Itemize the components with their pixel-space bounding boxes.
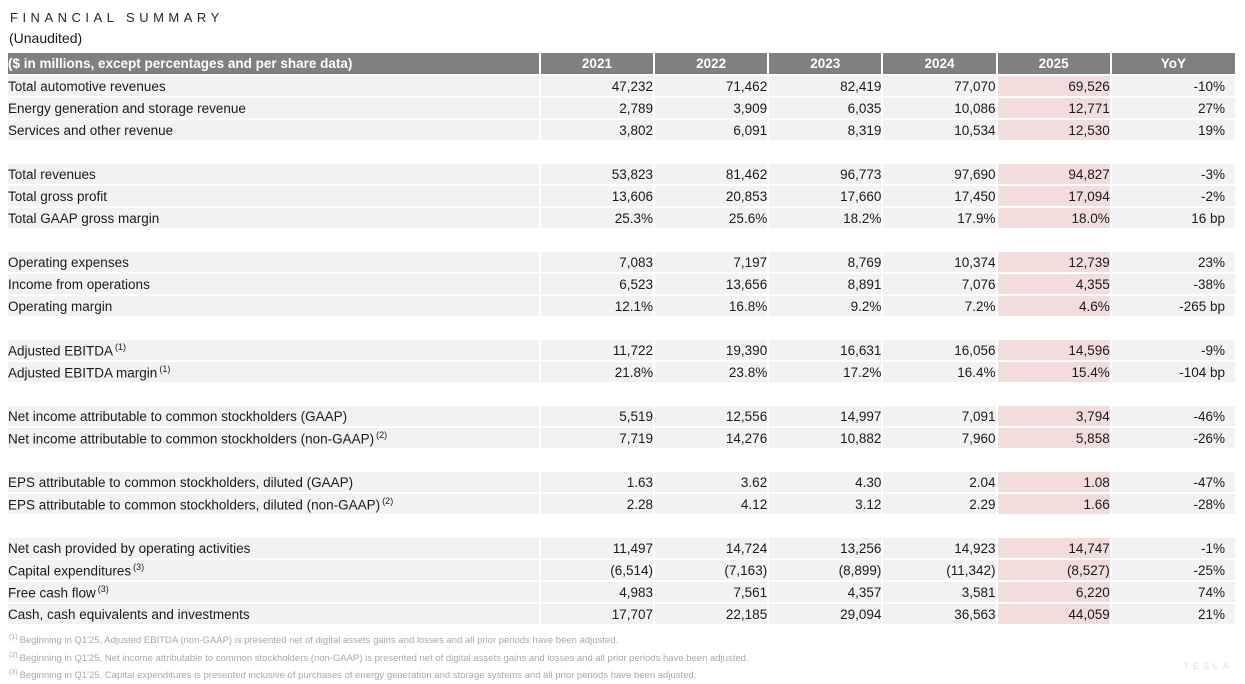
cell-2024: 10,374 xyxy=(883,252,995,272)
cell-2021: 2,789 xyxy=(541,98,653,118)
cell-2021: 47,232 xyxy=(541,76,653,96)
cell-2021: 2.28 xyxy=(541,494,653,514)
footnote-reference: (3) xyxy=(97,583,109,594)
footnote-2-ref: (2) xyxy=(9,651,18,659)
row-label: Operating expenses xyxy=(8,252,539,272)
table-header-row xyxy=(8,53,1235,74)
page-title: FINANCIAL SUMMARY xyxy=(10,10,224,25)
table-header-units-label: ($ in millions, except percentages and per share data) xyxy=(8,53,539,74)
footnotes xyxy=(9,631,749,684)
table-row xyxy=(8,120,1235,140)
cell-2024: (11,342) xyxy=(883,560,995,580)
footnote-reference: (1) xyxy=(115,341,127,352)
cell-2022: 13,656 xyxy=(655,274,767,294)
cell-2022: 25.6% xyxy=(655,208,767,228)
footnote-1 xyxy=(9,631,749,649)
cell-2024: 17,450 xyxy=(883,186,995,206)
cell-yoy: -10% xyxy=(1112,76,1235,96)
spacer-cell xyxy=(8,318,1235,338)
cell-2021: 13,606 xyxy=(541,186,653,206)
column-header-2023: 2023 xyxy=(769,53,881,74)
cell-2024: 10,086 xyxy=(883,98,995,118)
cell-2025: 4,355 xyxy=(998,274,1110,294)
footnote-3 xyxy=(9,666,749,684)
cell-2025: 18.0% xyxy=(998,208,1110,228)
spacer-row xyxy=(8,142,1235,162)
spacer-cell xyxy=(8,516,1235,536)
cell-2025: 12,530 xyxy=(998,120,1110,140)
cell-2025: 12,771 xyxy=(998,98,1110,118)
cell-yoy: -46% xyxy=(1112,406,1235,426)
footnote-2 xyxy=(9,649,749,667)
cell-2023: 8,891 xyxy=(769,274,881,294)
cell-2021: 4,983 xyxy=(541,582,653,602)
cell-2022: 14,276 xyxy=(655,428,767,448)
cell-2022: 7,197 xyxy=(655,252,767,272)
cell-2023: (8,899) xyxy=(769,560,881,580)
cell-2024: 36,563 xyxy=(883,604,995,624)
table-row xyxy=(8,164,1235,184)
cell-2023: 4.30 xyxy=(769,472,881,492)
table-row xyxy=(8,208,1235,228)
spacer-row xyxy=(8,516,1235,536)
row-label: EPS attributable to common stockholders, diluted (GAAP) xyxy=(8,472,539,492)
cell-yoy: -1% xyxy=(1112,538,1235,558)
cell-2025: 12,739 xyxy=(998,252,1110,272)
table-row xyxy=(8,186,1235,206)
row-label: Total GAAP gross margin xyxy=(8,208,539,228)
cell-yoy: 19% xyxy=(1112,120,1235,140)
table-row xyxy=(8,252,1235,272)
cell-2022: 3,909 xyxy=(655,98,767,118)
column-header-2022: 2022 xyxy=(655,53,767,74)
cell-yoy: -2% xyxy=(1112,186,1235,206)
cell-2022: 3.62 xyxy=(655,472,767,492)
cell-2021: 25.3% xyxy=(541,208,653,228)
page-subtitle: (Unaudited) xyxy=(9,30,83,46)
table-row xyxy=(8,274,1235,294)
cell-2024: 14,923 xyxy=(883,538,995,558)
cell-2024: 10,534 xyxy=(883,120,995,140)
row-label: Total gross profit xyxy=(8,186,539,206)
row-label: Services and other revenue xyxy=(8,120,539,140)
table-row xyxy=(8,428,1235,448)
cell-2022: 14,724 xyxy=(655,538,767,558)
cell-2021: (6,514) xyxy=(541,560,653,580)
cell-2024: 16.4% xyxy=(883,362,995,382)
cell-yoy: -38% xyxy=(1112,274,1235,294)
cell-2021: 17,707 xyxy=(541,604,653,624)
cell-2022: 81,462 xyxy=(655,164,767,184)
cell-2025: 3,794 xyxy=(998,406,1110,426)
cell-2025: 6,220 xyxy=(998,582,1110,602)
cell-yoy: 16 bp xyxy=(1112,208,1235,228)
cell-2022: 4.12 xyxy=(655,494,767,514)
table-row xyxy=(8,582,1235,602)
cell-2024: 3,581 xyxy=(883,582,995,602)
row-label: Net income attributable to common stockholders (GAAP) xyxy=(8,406,539,426)
table-row xyxy=(8,340,1235,360)
footnote-reference: (3) xyxy=(133,561,145,572)
cell-2024: 97,690 xyxy=(883,164,995,184)
cell-yoy: -47% xyxy=(1112,472,1235,492)
table-row xyxy=(8,362,1235,382)
cell-2021: 5,519 xyxy=(541,406,653,426)
cell-2022: 22,185 xyxy=(655,604,767,624)
cell-yoy: 74% xyxy=(1112,582,1235,602)
footnote-reference: (1) xyxy=(159,363,171,374)
footnote-2-text: Beginning in Q1'25, Net income attributable to common stockholders (non-GAAP) is presented net of digital assets gains and losses and all prior periods have been adjusted. xyxy=(19,652,749,664)
row-label: Total revenues xyxy=(8,164,539,184)
cell-2024: 2.04 xyxy=(883,472,995,492)
cell-2021: 1.63 xyxy=(541,472,653,492)
cell-2022: 6,091 xyxy=(655,120,767,140)
cell-2023: 29,094 xyxy=(769,604,881,624)
spacer-row xyxy=(8,318,1235,338)
cell-2022: 7,561 xyxy=(655,582,767,602)
column-header-2024: 2024 xyxy=(883,53,995,74)
cell-2023: 13,256 xyxy=(769,538,881,558)
cell-yoy: 23% xyxy=(1112,252,1235,272)
cell-2025: 69,526 xyxy=(998,76,1110,96)
cell-2022: 71,462 xyxy=(655,76,767,96)
cell-yoy: -9% xyxy=(1112,340,1235,360)
spacer-cell xyxy=(8,450,1235,470)
table-row xyxy=(8,406,1235,426)
column-header-2021: 2021 xyxy=(541,53,653,74)
cell-2024: 77,070 xyxy=(883,76,995,96)
cell-2024: 7.2% xyxy=(883,296,995,316)
cell-yoy: -3% xyxy=(1112,164,1235,184)
cell-2022: 12,556 xyxy=(655,406,767,426)
footnote-3-ref: (3) xyxy=(9,669,18,677)
table-row xyxy=(8,472,1235,492)
cell-2022: 23.8% xyxy=(655,362,767,382)
spacer-row xyxy=(8,230,1235,250)
table-row xyxy=(8,560,1235,580)
table-row xyxy=(8,494,1235,514)
spacer-cell xyxy=(8,142,1235,162)
cell-2025: 94,827 xyxy=(998,164,1110,184)
cell-2024: 16,056 xyxy=(883,340,995,360)
cell-2021: 6,523 xyxy=(541,274,653,294)
cell-2021: 7,719 xyxy=(541,428,653,448)
cell-2021: 11,497 xyxy=(541,538,653,558)
cell-yoy: -26% xyxy=(1112,428,1235,448)
cell-2023: 8,319 xyxy=(769,120,881,140)
cell-yoy: 21% xyxy=(1112,604,1235,624)
financial-summary-table xyxy=(6,51,1237,626)
footnote-reference: (2) xyxy=(382,495,394,506)
cell-2025: 14,747 xyxy=(998,538,1110,558)
cell-2025: 1.66 xyxy=(998,494,1110,514)
cell-2025: 5,858 xyxy=(998,428,1110,448)
column-header-yoy: YoY xyxy=(1112,53,1235,74)
cell-2021: 53,823 xyxy=(541,164,653,184)
row-label: Total automotive revenues xyxy=(8,76,539,96)
cell-2022: 19,390 xyxy=(655,340,767,360)
cell-2023: 96,773 xyxy=(769,164,881,184)
row-label: EPS attributable to common stockholders, diluted (non-GAAP) $^{(2)}$ xyxy=(8,494,539,514)
cell-yoy: -104 bp xyxy=(1112,362,1235,382)
row-label: Free cash flow $^{(3)}$ xyxy=(8,582,539,602)
cell-2023: 17,660 xyxy=(769,186,881,206)
row-label: Capital expenditures $^{(3)}$ xyxy=(8,560,539,580)
cell-yoy: -265 bp xyxy=(1112,296,1235,316)
cell-2022: (7,163) xyxy=(655,560,767,580)
cell-2024: 17.9% xyxy=(883,208,995,228)
cell-2025: (8,527) xyxy=(998,560,1110,580)
row-label: Adjusted EBITDA $^{(1)}$ xyxy=(8,340,539,360)
cell-2021: 11,722 xyxy=(541,340,653,360)
table-row xyxy=(8,98,1235,118)
table-row xyxy=(8,76,1235,96)
cell-2023: 4,357 xyxy=(769,582,881,602)
cell-2024: 7,076 xyxy=(883,274,995,294)
footnote-reference: (2) xyxy=(376,429,388,440)
cell-yoy: -25% xyxy=(1112,560,1235,580)
cell-2025: 1.08 xyxy=(998,472,1110,492)
cell-2025: 4.6% xyxy=(998,296,1110,316)
cell-2023: 16,631 xyxy=(769,340,881,360)
cell-2023: 8,769 xyxy=(769,252,881,272)
cell-2023: 3.12 xyxy=(769,494,881,514)
cell-2023: 18.2% xyxy=(769,208,881,228)
row-label: Adjusted EBITDA margin $^{(1)}$ xyxy=(8,362,539,382)
cell-2023: 14,997 xyxy=(769,406,881,426)
cell-2021: 21.8% xyxy=(541,362,653,382)
cell-2022: 20,853 xyxy=(655,186,767,206)
cell-2023: 6,035 xyxy=(769,98,881,118)
cell-2023: 82,419 xyxy=(769,76,881,96)
cell-2025: 44,059 xyxy=(998,604,1110,624)
cell-2025: 15.4% xyxy=(998,362,1110,382)
table-row xyxy=(8,538,1235,558)
cell-2023: 17.2% xyxy=(769,362,881,382)
column-header-2025: 2025 xyxy=(998,53,1110,74)
footnote-3-text: Beginning in Q1'25, Capital expenditures is presented inclusive of purchases of energy generation and storage systems and all prior periods have been adjusted. xyxy=(19,670,697,682)
cell-2024: 7,091 xyxy=(883,406,995,426)
cell-yoy: -28% xyxy=(1112,494,1235,514)
cell-2022: 16.8% xyxy=(655,296,767,316)
row-label: Operating margin xyxy=(8,296,539,316)
cell-2025: 14,596 xyxy=(998,340,1110,360)
table-row xyxy=(8,604,1235,624)
tesla-wordmark: TESLA xyxy=(1183,661,1233,671)
footnote-1-text: Beginning in Q1'25, Adjusted EBITDA (non-GAAP) is presented net of digital assets gains and losses and all prior periods have been adjusted. xyxy=(19,635,619,647)
spacer-row xyxy=(8,450,1235,470)
row-label: Cash, cash equivalents and investments xyxy=(8,604,539,624)
footnote-1-ref: (1) xyxy=(9,634,18,641)
spacer-row xyxy=(8,384,1235,404)
row-label: Net cash provided by operating activities xyxy=(8,538,539,558)
table-row xyxy=(8,296,1235,316)
cell-2024: 7,960 xyxy=(883,428,995,448)
cell-2021: 3,802 xyxy=(541,120,653,140)
row-label: Net income attributable to common stockholders (non-GAAP) $^{(2)}$ xyxy=(8,428,539,448)
cell-2021: 7,083 xyxy=(541,252,653,272)
cell-2023: 9.2% xyxy=(769,296,881,316)
spacer-cell xyxy=(8,230,1235,250)
row-label: Income from operations xyxy=(8,274,539,294)
cell-2021: 12.1% xyxy=(541,296,653,316)
cell-2025: 17,094 xyxy=(998,186,1110,206)
cell-2024: 2.29 xyxy=(883,494,995,514)
cell-yoy: 27% xyxy=(1112,98,1235,118)
cell-2023: 10,882 xyxy=(769,428,881,448)
spacer-cell xyxy=(8,384,1235,404)
row-label: Energy generation and storage revenue xyxy=(8,98,539,118)
